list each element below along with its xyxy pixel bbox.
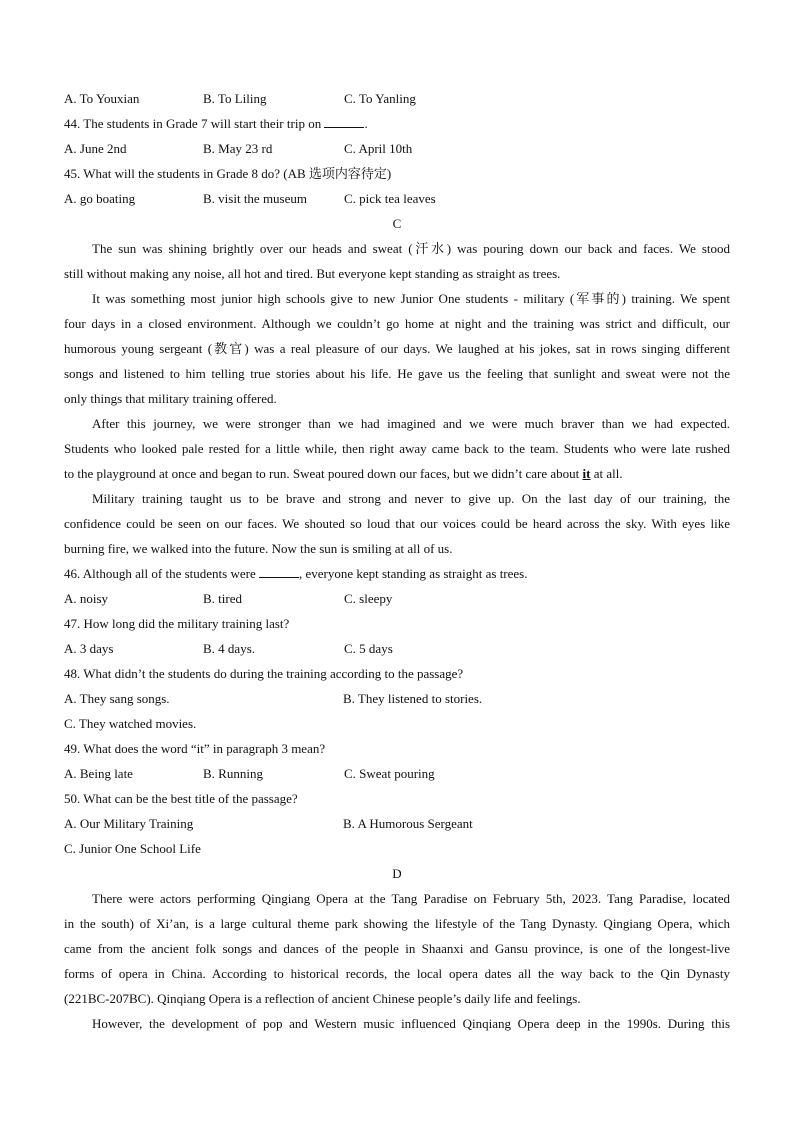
q48-option-a: A. They sang songs. xyxy=(64,691,170,706)
q50-option-b: B. A Humorous Sergeant xyxy=(343,816,473,831)
q48-options-row1 xyxy=(64,689,730,709)
q44-stem-end: . xyxy=(364,116,368,131)
q47-options xyxy=(64,639,730,659)
q44-stem xyxy=(64,114,730,134)
highlighted-word: it xyxy=(582,466,591,481)
q48-option-b: B. They listened to stories. xyxy=(343,691,483,706)
q47-option-b: B. 4 days. xyxy=(203,641,255,656)
passage-c-p3-line3-text: to the playground at once and began to run. Sweat poured down our faces, but we didn’t care about xyxy=(64,466,580,481)
passage-c-p3-line2: Students who looked pale rested for a little while, then right away came back to the team. Students who were late rushed xyxy=(64,441,730,456)
q47-option-a: A. 3 days xyxy=(64,641,114,656)
passage-c-p3-line3-end: at all. xyxy=(593,466,623,481)
q49-options xyxy=(64,764,730,784)
q47-option-c: C. 5 days xyxy=(344,641,393,656)
section-d-heading: D xyxy=(392,866,402,881)
q46-stem xyxy=(64,564,730,584)
passage-c-p3-line1: After this journey, we were stronger than we had imagined and we were much braver than we had expected. xyxy=(92,416,730,431)
q46-stem-end: , everyone kept standing as straight as trees. xyxy=(298,566,528,581)
q46-stem-text: 46. Although all of the students were xyxy=(64,566,256,581)
q49-option-a: A. Being late xyxy=(64,766,133,781)
q46-option-b: B. tired xyxy=(203,591,242,606)
passage-c-p4-line1: Military training taught us to be brave and strong and never to give up. On the last day of our training, the xyxy=(92,491,730,506)
q45-option-c: C. pick tea leaves xyxy=(344,191,436,206)
q44-options xyxy=(64,139,730,159)
q48-options-row2 xyxy=(64,714,730,734)
q50-options-row2 xyxy=(64,839,730,859)
q44-option-b: B. May 23 rd xyxy=(203,141,273,156)
passage-d-p1-line2: in the south) of Xi’an, is a large cultural theme park showing the lifestyle of the Tang Dynasty. Qingiang Opera, which xyxy=(64,916,730,931)
q48-option-c: C. They watched movies. xyxy=(64,716,197,731)
passage-d-p1-line5: (221BC-207BC). Qinqiang Opera is a reflection of ancient Chinese people’s daily life and feelings. xyxy=(64,991,581,1006)
q46-option-c: C. sleepy xyxy=(344,591,393,606)
q44-option-a: A. June 2nd xyxy=(64,141,127,156)
q50-option-c: C. Junior One School Life xyxy=(64,841,201,856)
q50-stem: 50. What can be the best title of the passage? xyxy=(64,791,298,806)
q48-stem: 48. What didn’t the students do during the training according to the passage? xyxy=(64,666,464,681)
passage-d-p2-line1: However, the development of pop and Western music influenced Qinqiang Opera deep in the 1990s. During this xyxy=(92,1016,730,1031)
q43-option-a: A. To Youxian xyxy=(64,91,140,106)
passage-c-p2-line5: only things that military training offered. xyxy=(64,391,277,406)
q45-option-a: A. go boating xyxy=(64,191,136,206)
q45-option-b: B. visit the museum xyxy=(203,191,307,206)
q46-option-a: A. noisy xyxy=(64,591,109,606)
passage-c-p3-line3 xyxy=(64,464,730,484)
q43-option-c: C. To Yanling xyxy=(344,91,416,106)
q46-options xyxy=(64,589,730,609)
q44-stem-text: 44. The students in Grade 7 will start their trip on xyxy=(64,116,322,131)
passage-c-p4-line2: confidence could be seen on our faces. We shouted so loud that our voices could be heard across the sky. With eyes like xyxy=(64,516,730,531)
q45-options xyxy=(64,189,730,209)
q44-option-c: C. April 10th xyxy=(344,141,413,156)
passage-c-p1-line1: The sun was shining brightly over our heads and sweat (汗水) was pouring down our back and faces. We stood xyxy=(92,241,730,256)
q45-stem: 45. What will the students in Grade 8 do? (AB 选项内容待定) xyxy=(64,166,392,181)
q50-option-a: A. Our Military Training xyxy=(64,816,194,831)
answer-blank xyxy=(259,566,299,578)
passage-d-p1-line3: came from the ancient folk songs and dances of the people in Shaanxi and Gansu province, is one of the longest-live xyxy=(64,941,730,956)
q49-option-c: C. Sweat pouring xyxy=(344,766,435,781)
q49-stem: 49. What does the word “it” in paragraph 3 mean? xyxy=(64,741,326,756)
passage-c-p1-line2: still without making any noise, all hot and tired. But everyone kept standing as straight as trees. xyxy=(64,266,561,281)
q49-option-b: B. Running xyxy=(203,766,263,781)
passage-c-p4-line3: burning fire, we walked into the future. Now the sun is smiling at all of us. xyxy=(64,541,453,556)
answer-blank xyxy=(324,116,364,128)
q50-options-row1 xyxy=(64,814,730,834)
q43-options xyxy=(64,89,730,109)
passage-c-p2-line3: humorous young sergeant (教官) was a real pleasure of our days. We laughed at his jokes, sat in rows singing different xyxy=(64,341,730,356)
passage-d-p1-line4: forms of opera in China. According to historical records, the local opera dates all the way back to the Qin Dynasty xyxy=(64,966,730,981)
q43-option-b: B. To Liling xyxy=(203,91,267,106)
passage-d-p1-line1: There were actors performing Qingiang Opera at the Tang Paradise on February 5th, 2023. Tang Paradise, located xyxy=(92,891,730,906)
q47-stem: 47. How long did the military training last? xyxy=(64,616,290,631)
passage-c-p2-line1: It was something most junior high schools give to new Junior One students - military (军事的) training. We spent xyxy=(92,291,730,306)
passage-c-p2-line4: songs and listened to him telling true stories about his life. He gave us the feeling that sunlight and sweat were not the xyxy=(64,366,730,381)
section-c-heading: C xyxy=(392,216,402,231)
passage-c-p2-line2: four days in a closed environment. Although we couldn’t go home at night and the training was strict and difficult, our xyxy=(64,316,730,331)
